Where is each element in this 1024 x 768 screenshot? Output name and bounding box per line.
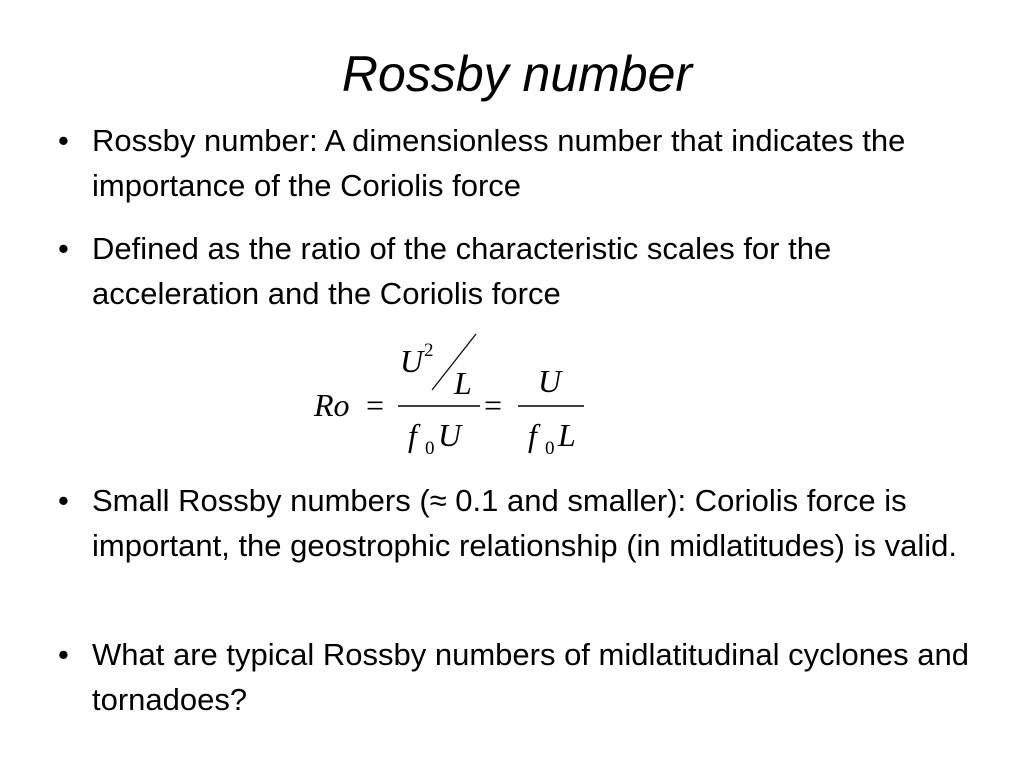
bullet-text: Defined as the ratio of the characteristic scales for the acceleration and the Coriolis force bbox=[92, 231, 832, 311]
bullet-text: Small Rossby numbers (≈ 0.1 and smaller): Coriolis force is important, the geostrophic relationship (in midlatitudes) is valid. bbox=[92, 483, 957, 563]
equation-lhs: Ro bbox=[314, 387, 350, 423]
rossby-equation bbox=[300, 320, 600, 470]
bullet-item-small-rossby bbox=[50, 478, 985, 568]
bullet-text: What are typical Rossby numbers of midlatitudinal cyclones and tornadoes? bbox=[92, 637, 970, 717]
equation-den1-subscript: 0 bbox=[425, 438, 435, 459]
bullet-marker: • bbox=[58, 483, 69, 518]
bullet-item-definition bbox=[50, 118, 985, 208]
equation-num1-exponent: 2 bbox=[424, 340, 434, 361]
bullet-marker: • bbox=[58, 123, 69, 158]
equation-num2: U bbox=[538, 363, 562, 399]
slide-title: Rossby number bbox=[341, 46, 693, 102]
equation-den1-var: U bbox=[438, 417, 462, 453]
bullet-text: Rossby number: A dimensionless number that indicates the importance of the Coriolis force bbox=[92, 123, 906, 203]
equation-den1-f: f bbox=[408, 417, 417, 453]
bullet-marker: • bbox=[58, 231, 69, 266]
equation-den2-f: f bbox=[528, 417, 537, 453]
equation-equals-2: = bbox=[484, 387, 503, 423]
equation-den2-var: L bbox=[558, 417, 576, 453]
bullet-marker: • bbox=[58, 637, 69, 672]
equation-num1-divisor: L bbox=[454, 365, 472, 401]
bullet-item-ratio bbox=[50, 226, 985, 316]
equation-den2-subscript: 0 bbox=[545, 438, 555, 459]
equation-num1-base: U bbox=[400, 343, 424, 379]
equation-equals-1: = bbox=[366, 387, 385, 423]
bullet-item-question bbox=[50, 632, 985, 722]
